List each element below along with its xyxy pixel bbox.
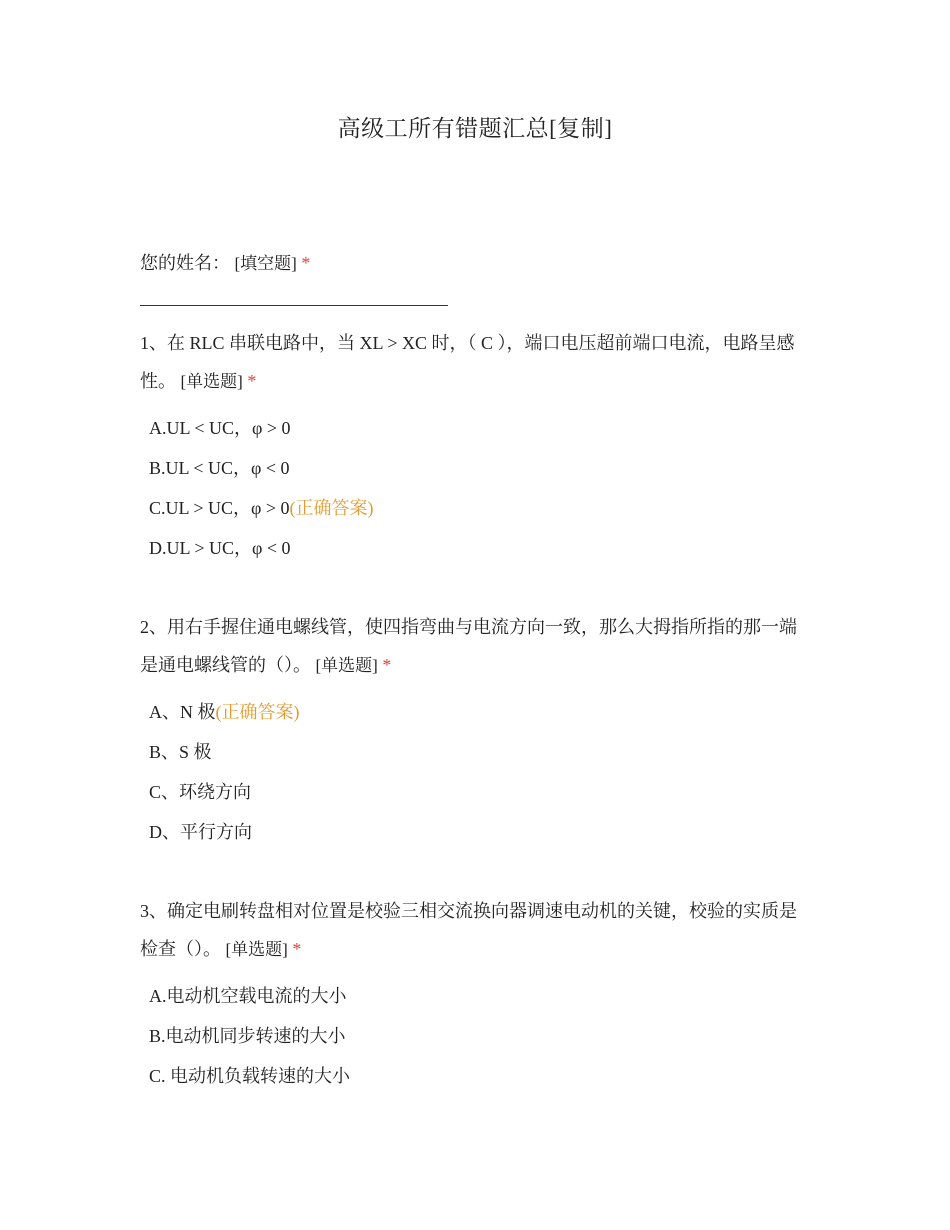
option-b[interactable]: [149, 1016, 820, 1056]
question-text: [140, 324, 810, 401]
option-list: [140, 692, 820, 852]
option-label: C.UL > UC，φ > 0: [149, 498, 290, 518]
option-label: B.UL < UC，φ < 0: [149, 458, 290, 478]
question-text: [140, 892, 810, 969]
question-text: [140, 608, 810, 685]
option-d[interactable]: [149, 812, 820, 852]
question-3: [140, 892, 820, 1096]
option-d[interactable]: [149, 528, 820, 568]
option-c[interactable]: [149, 772, 820, 812]
name-field: [140, 248, 820, 306]
option-c[interactable]: [149, 488, 820, 528]
option-a[interactable]: [149, 976, 820, 1016]
option-label: A、N 极: [149, 702, 216, 722]
option-label: D、平行方向: [149, 822, 252, 842]
question-type-tag: [单选题]: [315, 656, 378, 675]
option-label: C. 电动机负载转速的大小: [149, 1066, 351, 1086]
survey-content: [140, 248, 820, 1096]
option-label: A.UL < UC，φ > 0: [149, 418, 291, 438]
name-answer-line[interactable]: [140, 305, 448, 306]
option-a[interactable]: [149, 692, 820, 732]
option-label: C、环绕方向: [149, 782, 252, 802]
option-label: A.电动机空载电流的大小: [149, 986, 347, 1006]
name-field-label-row: [140, 248, 820, 278]
question-2: [140, 608, 820, 852]
option-a[interactable]: [149, 408, 820, 448]
page-title: 高级工所有错题汇总[复制]: [337, 116, 613, 141]
question-1: [140, 324, 820, 568]
required-mark: *: [301, 253, 311, 273]
question-stem: 2、用右手握住通电螺线管，使四指弯曲与电流方向一致，那么大拇指所指的那一端是通电螺线管的（）。: [140, 617, 797, 675]
option-label: B、S 极: [149, 742, 212, 762]
option-list: [140, 408, 820, 568]
option-list: [140, 976, 820, 1096]
option-label: B.电动机同步转速的大小: [149, 1026, 346, 1046]
correct-answer-note: (正确答案): [289, 498, 374, 518]
question-stem: 3、确定电刷转盘相对位置是校验三相交流换向器调速电动机的关键，校验的实质是检查（）。: [140, 901, 797, 959]
name-field-label: 您的姓名：: [140, 253, 230, 273]
required-mark: *: [382, 655, 392, 675]
question-type-tag: [单选题]: [225, 940, 288, 959]
question-stem: 1、在 RLC 串联电路中，当 XL > XC 时，（ C ），端口电压超前端口电流，电路呈感性。: [140, 333, 795, 391]
required-mark: *: [292, 939, 302, 959]
name-field-type-tag: [填空题]: [234, 254, 297, 273]
correct-answer-note: (正确答案): [215, 702, 300, 722]
option-c[interactable]: [149, 1056, 820, 1096]
required-mark: *: [247, 371, 257, 391]
question-type-tag: [单选题]: [180, 372, 243, 391]
option-b[interactable]: [149, 448, 820, 488]
option-b[interactable]: [149, 732, 820, 772]
option-label: D.UL > UC，φ < 0: [149, 538, 291, 558]
